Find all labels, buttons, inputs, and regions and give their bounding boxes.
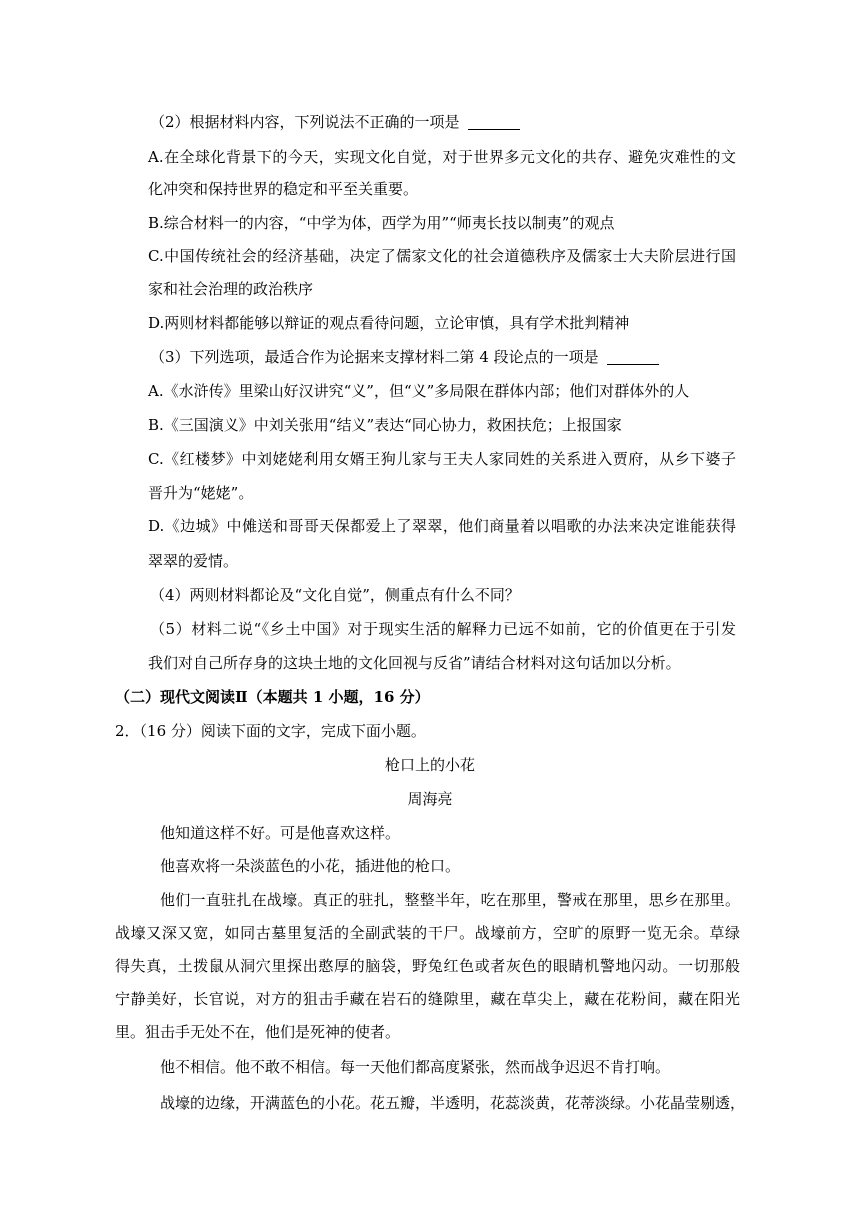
q3-option-a: A.《水浒传》里梁山好汉讲究“义”，但“义”多局限在群体内部；他们对群体外的人 [148,382,690,400]
story-paragraph-3-line1: 他们一直驻扎在战壕。真正的驻扎，整整半年，吃在那里，警戒在那里，思乡在那里。 [160,891,740,909]
story-paragraph-2: 他喜欢将一朵淡蓝色的小花，插进他的枪口。 [160,857,461,875]
section-heading: （二）现代文阅读Ⅱ（本题共 1 小题，16 分） [115,688,430,706]
q5-line1: （5）材料二说“《乡土中国》对于现实生活的解释力已远不如前，它的价值更在于引发 [150,620,736,638]
q5-line2: 我们对自己所存身的这块土地的文化回视与反省”请结合材料对这句话加以分析。 [148,654,681,672]
story-paragraph-1: 他知道这样不好。可是他喜欢这样。 [160,824,401,842]
q3-stem: （3）下列选项，最适合作为论据来支撑材料二第 4 段论点的一项是 [150,348,599,366]
q2-stem: （2）根据材料内容，下列说法不正确的一项是 [150,113,460,131]
q4-text: （4）两则材料都论及“文化自觉”，侧重点有什么不同？ [150,586,520,604]
answer-blank [607,348,659,365]
q2-option-b: B.综合材料一的内容，“中学为体，西学为用”“师夷长技以制夷”的观点 [148,214,615,232]
section-instruction: 2．（16 分）阅读下面的文字，完成下面小题。 [115,722,426,740]
story-paragraph-5: 战壕的边缘，开满蓝色的小花。花五瓣，半透明，花蕊淡黄，花蒂淡绿。小花晶莹剔透， [160,1094,746,1112]
q3-option-d-line1: D.《边城》中傩送和哥哥天保都爱上了翠翠，他们商量着以唱歌的办法来决定谁能获得 [148,517,736,535]
story-paragraph-4: 他不相信。他不敢不相信。每一天他们都高度紧张，然而战争迟迟不肯打响。 [160,1058,671,1076]
q2-option-c-line1: C.中国传统社会的经济基础，决定了儒家文化的社会道德秩序及儒家士大夫阶层进行国 [148,247,736,265]
story-paragraph-3-line3: 得失真，土拨鼠从洞穴里探出憨厚的脑袋，野兔红色或者灰色的眼睛机警地闪动。一切那般 [115,957,740,975]
story-paragraph-3-line4: 宁静美好，长官说，对方的狙击手藏在岩石的缝隙里，藏在草尖上，藏在花粉间，藏在阳光 [115,990,740,1008]
q2-option-d: D.两则材料都能够以辩证的观点看待问题，立论审慎，具有学术批判精神 [148,314,630,332]
q3-stem-line [150,341,659,373]
story-paragraph-3-line5: 里。狙击手无处不在，他们是死神的使者。 [115,1023,401,1041]
answer-blank [468,113,520,130]
q3-option-c-line1: C.《红楼梦》中刘姥姥利用女婿王狗儿家与王夫人家同姓的关系进入贾府，从乡下婆子 [148,450,736,468]
story-author: 周海亮 [407,790,453,808]
q3-option-c-line2: 晋升为“姥姥”。 [148,484,254,502]
q2-stem-line [150,106,520,138]
q2-option-a-line2: 化冲突和保持世界的稳定和平至关重要。 [148,180,419,198]
q3-option-b: B.《三国演义》中刘关张用“结义”表达“同心协力，救困扶危；上报国家 [148,416,622,434]
q3-option-d-line2: 翠翠的爱情。 [148,552,239,570]
q2-option-c-line2: 家和社会治理的政治秩序 [148,280,314,298]
story-paragraph-3-line2: 战壕又深又宽，如同古墓里复活的全副武装的干尸。战壕前方，空旷的原野一览无余。草绿 [115,924,740,942]
q2-option-a-line1: A.在全球化背景下的今天，实现文化自觉，对于世界多元文化的共存、避免灾难性的文 [148,148,736,166]
story-title: 枪口上的小花 [384,756,475,774]
